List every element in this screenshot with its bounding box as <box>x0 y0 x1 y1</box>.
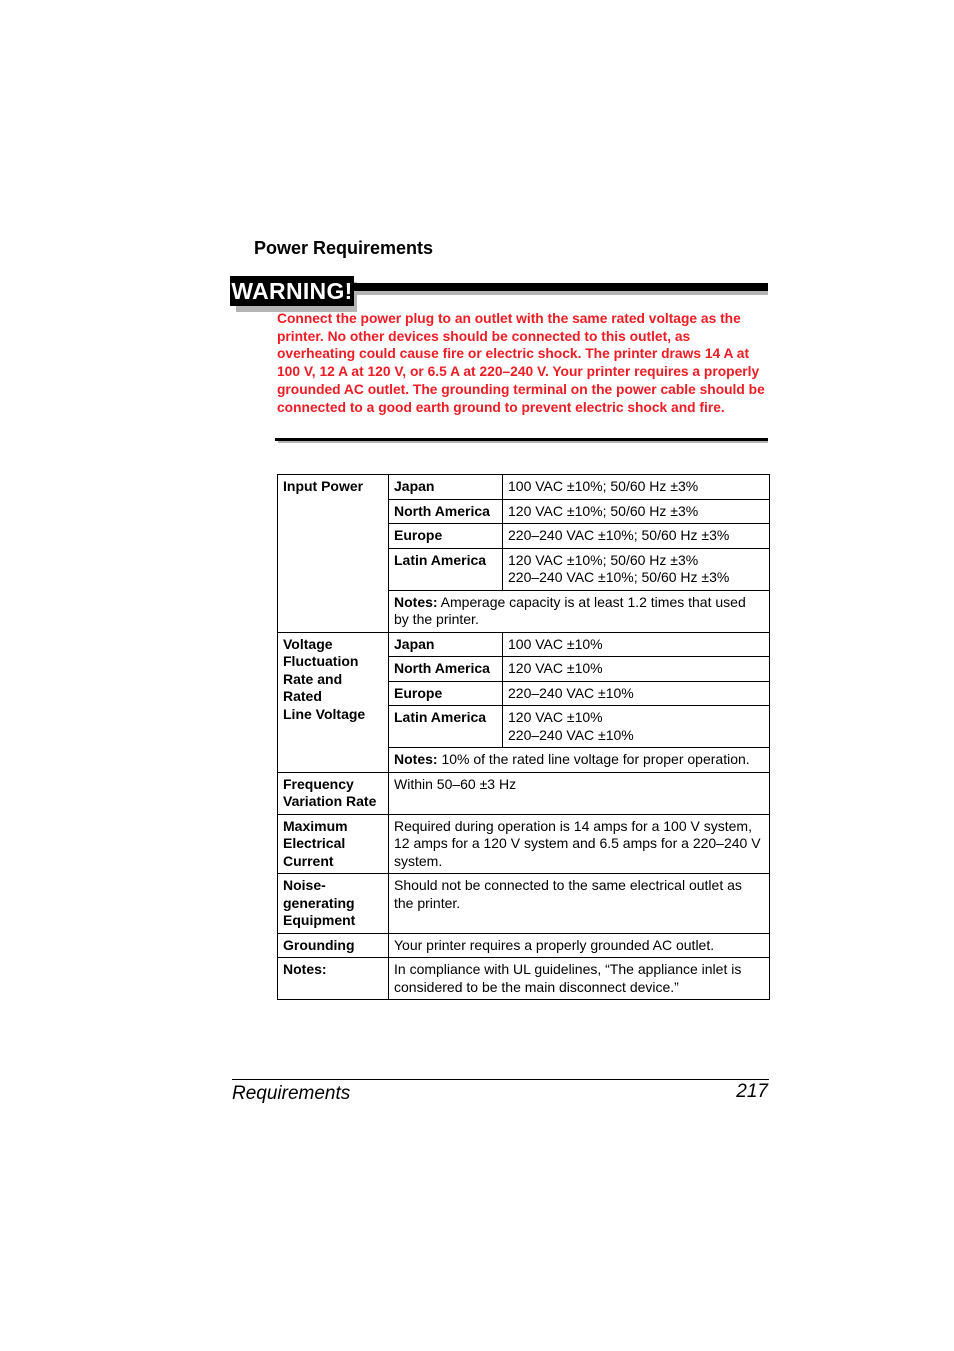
notes-label: Notes: <box>394 751 438 767</box>
row-header-label: Rate and Rated <box>283 670 343 704</box>
row-header-label: Input Power <box>283 478 364 494</box>
value-cell: 100 VAC ±10%; 50/60 Hz ±3% <box>503 475 770 500</box>
value-cell <box>503 548 770 590</box>
table-row <box>278 874 770 934</box>
table-row <box>278 933 770 958</box>
warning-text: Connect the power plug to an outlet with the same rated voltage as the printer. No other devices should be connected to this outlet, as overheating could cause fire or electric shock. The printer draws 14 A at 100 V, 12 A at 120 V, or 6.5 A at 220–240 V. Your printer requires a properly grounded AC outlet. The grounding terminal on the power cable should be connected to a good earth ground to prevent electric shock and fire. <box>277 311 765 415</box>
row-header-noise-equipment <box>278 874 389 934</box>
value-cell: 120 VAC ±10%; 50/60 Hz ±3% <box>503 499 770 524</box>
notes-cell <box>389 590 770 632</box>
row-header-input-power <box>278 475 389 633</box>
row-header-label: Fluctuation <box>283 653 359 669</box>
region-cell: Japan <box>389 475 503 500</box>
region-cell: North America <box>389 657 503 682</box>
table-row <box>278 772 770 814</box>
page-number: 217 <box>736 1081 768 1102</box>
row-header-label: Current <box>283 852 334 869</box>
footer-section-name: Requirements <box>232 1083 351 1104</box>
warning-label: WARNING! <box>231 278 353 304</box>
row-header-label: Voltage <box>283 635 333 652</box>
row-header-voltage-fluctuation <box>278 632 389 772</box>
row-header-frequency <box>278 772 389 814</box>
value-cell: In compliance with UL guidelines, “The appliance inlet is considered to be the main disconnect device.” <box>389 958 770 1000</box>
region-cell: Japan <box>389 632 503 657</box>
value-line: 120 VAC ±10% <box>508 709 603 725</box>
footer-rule <box>232 1079 769 1080</box>
row-header-grounding: Grounding <box>278 933 389 958</box>
row-header-label: Line Voltage <box>283 705 366 722</box>
section-title: Power Requirements <box>254 238 434 258</box>
row-header-label: Electrical <box>283 835 346 851</box>
table-row <box>278 632 770 657</box>
row-header-label: Frequency <box>283 775 354 792</box>
notes-text: 10% of the rated line voltage for proper operation. <box>437 751 750 767</box>
value-cell: 220–240 VAC ±10% <box>503 681 770 706</box>
table-row <box>278 475 770 500</box>
value-line: 220–240 VAC ±10%; 50/60 Hz ±3% <box>508 569 730 585</box>
warning-banner <box>230 276 768 314</box>
notes-text: Amperage capacity is at least 1.2 times that used by the printer. <box>394 593 746 627</box>
row-header-notes: Notes: <box>278 958 389 1000</box>
value-cell: Should not be connected to the same electrical outlet as the printer. <box>389 874 770 934</box>
row-header-max-current <box>278 814 389 874</box>
table-row <box>278 814 770 874</box>
region-cell: Latin America <box>389 548 503 590</box>
value-cell: 120 VAC ±10% <box>503 657 770 682</box>
value-cell: 100 VAC ±10% <box>503 632 770 657</box>
warning-rule <box>354 283 768 291</box>
table-row <box>278 958 770 1000</box>
region-cell: Latin America <box>389 706 503 748</box>
region-cell: Europe <box>389 681 503 706</box>
warning-rule-shadow <box>357 291 768 295</box>
row-header-label: Noise- <box>283 877 326 893</box>
value-cell: Within 50–60 ±3 Hz <box>389 772 770 814</box>
row-header-label: generating <box>283 894 355 911</box>
warning-end-rule-shadow <box>278 441 768 443</box>
row-header-label: Equipment <box>283 912 356 928</box>
value-line: 120 VAC ±10%; 50/60 Hz ±3% <box>508 551 699 568</box>
row-header-label: Variation Rate <box>283 793 377 809</box>
value-cell <box>503 706 770 748</box>
region-cell: North America <box>389 499 503 524</box>
power-spec-table <box>277 474 770 1000</box>
value-cell: Your printer requires a properly grounded AC outlet. <box>389 933 770 958</box>
region-cell: Europe <box>389 524 503 549</box>
value-cell: 220–240 VAC ±10%; 50/60 Hz ±3% <box>503 524 770 549</box>
value-cell: Required during operation is 14 amps for a 100 V system, 12 amps for a 120 V system and 6.5 amps for a 220–240 V system. <box>389 814 770 874</box>
value-line: 220–240 VAC ±10% <box>508 726 634 743</box>
notes-cell <box>389 748 770 773</box>
notes-label: Notes: <box>394 593 438 610</box>
row-header-label: Maximum <box>283 817 348 834</box>
